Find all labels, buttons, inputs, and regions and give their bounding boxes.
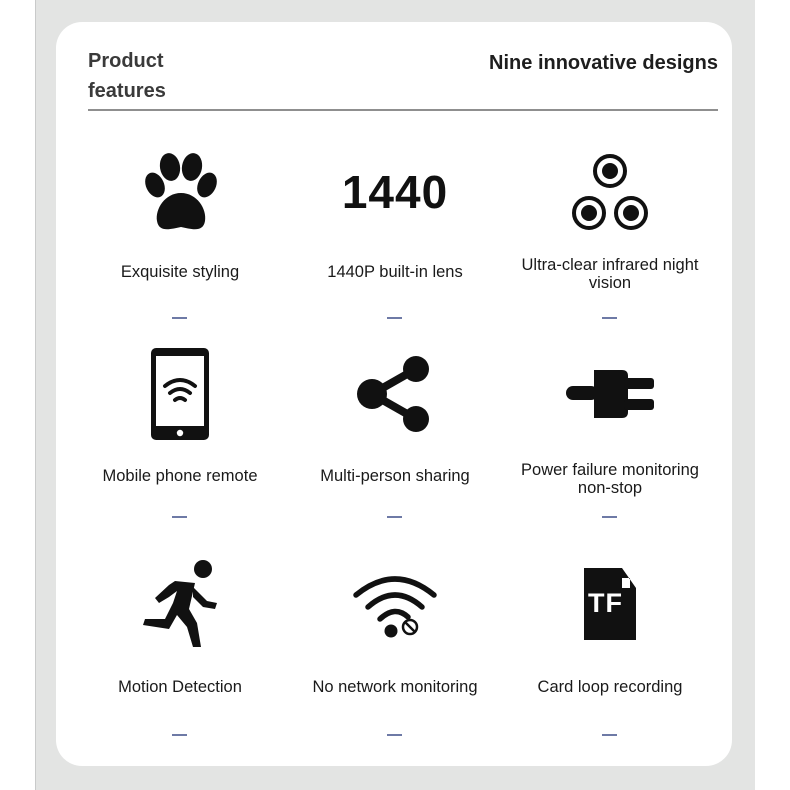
separator-dash [387, 317, 402, 319]
feature-label: Power failure monitoring non-stop [521, 461, 699, 497]
feature-label: Ultra-clear infrared night vision [521, 256, 699, 292]
no-wifi-icon [345, 554, 445, 654]
feature-label: Card loop recording [537, 678, 683, 696]
page-subtitle: Nine innovative designs [489, 52, 718, 74]
separator-dash [172, 734, 187, 736]
separator-dash [602, 734, 617, 736]
infrared-leds-icon [560, 142, 660, 242]
share-icon [345, 344, 445, 444]
header-divider [88, 109, 718, 111]
separator-dash [172, 516, 187, 518]
paw-icon [130, 142, 230, 242]
feature-label: No network monitoring [312, 678, 478, 696]
feature-label: 1440P built-in lens [327, 263, 463, 281]
feature-label: Mobile phone remote [102, 467, 258, 485]
separator-dash [387, 516, 402, 518]
feature-label: Motion Detection [118, 678, 242, 696]
feature-label: Multi-person sharing [320, 467, 470, 485]
feature-label: Exquisite styling [120, 263, 240, 281]
separator-dash [387, 734, 402, 736]
smartphone-wifi-icon [130, 344, 230, 444]
power-plug-icon [560, 344, 660, 444]
page-title: Product features [88, 50, 166, 102]
resolution-1440-icon: 1440 [341, 166, 449, 218]
separator-dash [602, 317, 617, 319]
separator-dash [602, 516, 617, 518]
tf-card-icon: TF [560, 554, 660, 654]
product-features-card [56, 22, 732, 766]
separator-dash [172, 317, 187, 319]
running-person-icon [130, 554, 230, 654]
